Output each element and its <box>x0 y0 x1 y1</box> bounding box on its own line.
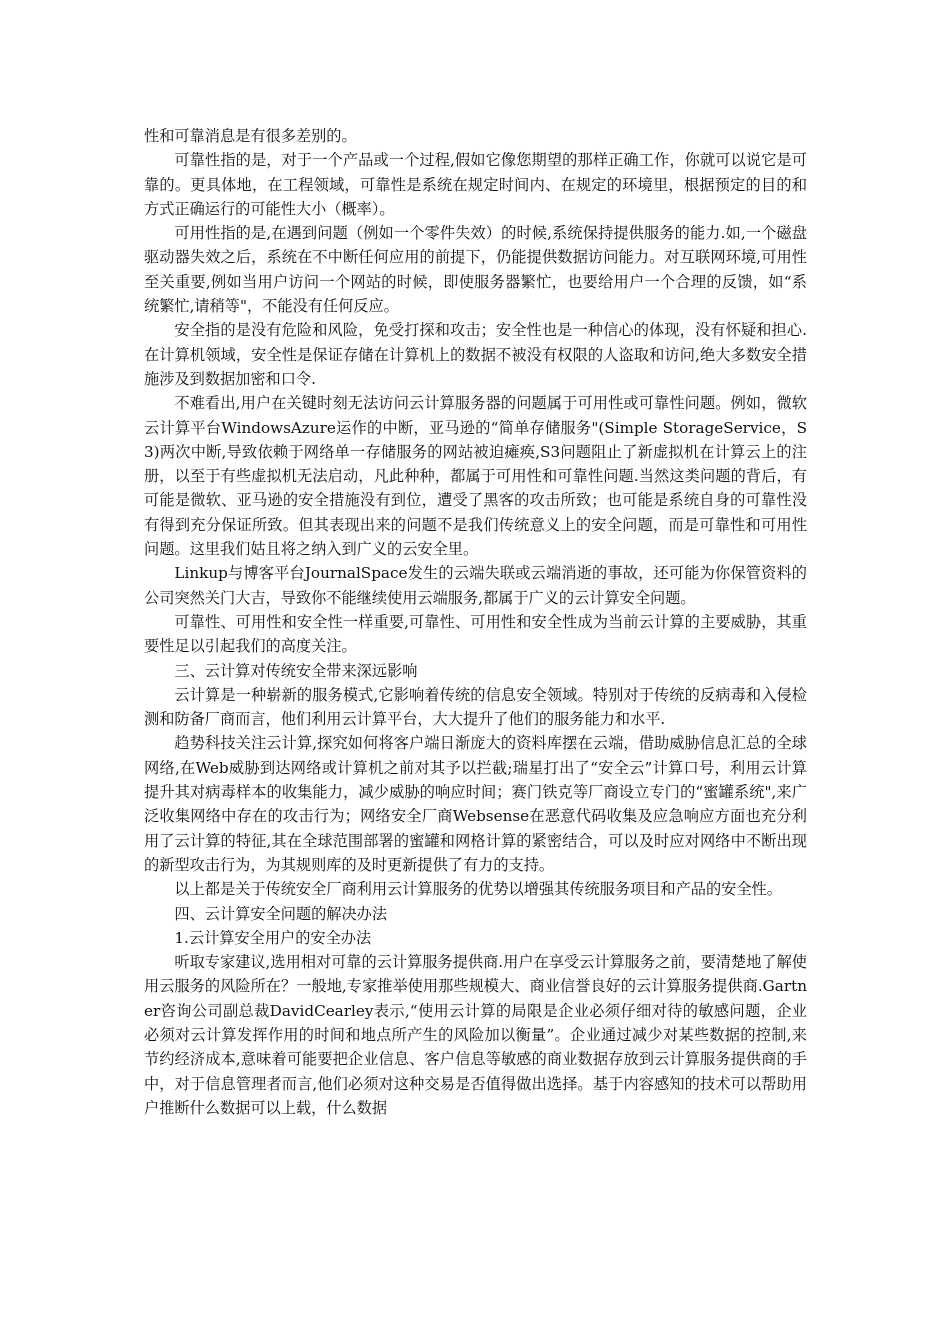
subsection-heading-1: 1.云计算安全用户的安全办法 <box>174 928 372 947</box>
paragraph-summary: 以上都是关于传统安全厂商利用云计算服务的优势以增强其传统服务项目和产品的安全性。 <box>174 880 782 899</box>
paragraph-reliability: 可靠性指的是，对于一个产品或一个过程,假如它像您期望的那样正确工作，你就可以说它是可靠的。更具体地，在工程领域，可靠性是系统在规定时间内、在规定的环境里，根据预定的目的和方式正确运行的可能性大小（概率）。 <box>144 151 807 218</box>
paragraph-cloud-outage: 不难看出,用户在关键时刻无法访问云计算服务器的问题属于可用性或可靠性问题。例如，微软云计算平台WindowsAzure运作的中断，亚马逊的“简单存储服务"(Simple StorageService，S3)两次中断,导致依赖于网络单一存储服务的网站被迫瘫痪,S3问题阻止了新虚拟机在计算云上的注册，以至于有些虚拟机无法启动，凡此种种，都属于可用性和可靠性问题.当然这类问题的背后，有可能是微软、亚马逊的安全措施没有到位，遭受了黑客的攻击所致；也可能是系统自身的可靠性没有得到充分保证所致。但其表现出来的问题不是我们传统意义上的安全问题，而是可靠性和可用性问题。这里我们姑且将之纳入到广义的云安全里。 <box>144 394 807 559</box>
paragraph-continuation: 性和可靠消息是有很多差别的。 <box>144 127 357 145</box>
document-body <box>144 124 807 1120</box>
section-heading-3: 三、云计算对传统安全带来深远影响 <box>174 661 418 680</box>
paragraph-expert-advice: 听取专家建议,选用相对可靠的云计算服务提供商.用户在享受云计算服务之前，要清楚地了解使用云服务的风险所在？一般地,专家推举使用那些规模大、商业信誉良好的云计算服务提供商.Gartner咨询公司副总裁DavidCearley表示,“使用云计算的局限是企业必须仔细对待的敏感问题，企业必须对云计算发挥作用的时间和地点所产生的风险加以衡量”。企业通过减少对某些数据的控制,来节约经济成本,意味着可能要把企业信息、客户信息等敏感的商业数据存放到云计算服务提供商的手中，对于信息管理者而言,他们必须对这种交易是否值得做出选择。基于内容感知的技术可以帮助用户推断什么数据可以上载，什么数据 <box>144 953 807 1117</box>
paragraph-vendors: 趋势科技关注云计算,探究如何将客户端日渐庞大的资料库摆在云端，借助威胁信息汇总的全球网络,在Web威胁到达网络或计算机之前对其予以拦截;瑞星打出了“安全云”计算口号，利用云计算提升其对病毒样本的收集能力，减少威胁的响应时间；赛门铁克等厂商设立专门的“蜜罐系统",来广泛收集网络中存在的攻击行为；网络安全厂商Websense在恶意代码收集及应急响应方面也充分利用了云计算的特征,其在全球范围部署的蜜罐和网格计算的紧密结合，可以及时应对网络中不断出现的新型攻击行为，为其规则库的及时更新提供了有力的支持。 <box>144 734 807 874</box>
paragraph-security: 安全指的是没有危险和风险，免受打探和攻击；安全性也是一种信心的体现，没有怀疑和担心.在计算机领域，安全性是保证存储在计算机上的数据不被没有权限的人盗取和访问,绝大多数安全措施涉及到数据加密和口令. <box>144 321 807 388</box>
section-heading-4: 四、云计算安全问题的解决办法 <box>174 904 388 923</box>
paragraph-importance: 可靠性、可用性和安全性一样重要,可靠性、可用性和安全性成为当前云计算的主要威胁，其重要性足以引起我们的高度关注。 <box>144 612 807 656</box>
paragraph-new-model: 云计算是一种崭新的服务模式,它影响着传统的信息安全领域。特别对于传统的反病毒和入侵检测和防备厂商而言，他们利用云计算平台，大大提升了他们的服务能力和水平. <box>144 685 807 729</box>
paragraph-availability: 可用性指的是,在遇到问题（例如一个零件失效）的时候,系统保持提供服务的能力.如,一个磁盘驱动器失效之后，系统在不中断任何应用的前提下，仍能提供数据访问能力。对互联网环境,可用性至关重要,例如当用户访问一个网站的时候，即使服务器繁忙，也要给用户一个合理的反馈，如“系统繁忙,请稍等"，不能没有任何反应。 <box>144 224 807 316</box>
paragraph-linkup: Linkup与博客平台JournalSpace发生的云端失联或云端消逝的事故，还可能为你保管资料的公司突然关门大吉，导致你不能继续使用云端服务,都属于广义的云计算安全问题。 <box>144 564 807 607</box>
